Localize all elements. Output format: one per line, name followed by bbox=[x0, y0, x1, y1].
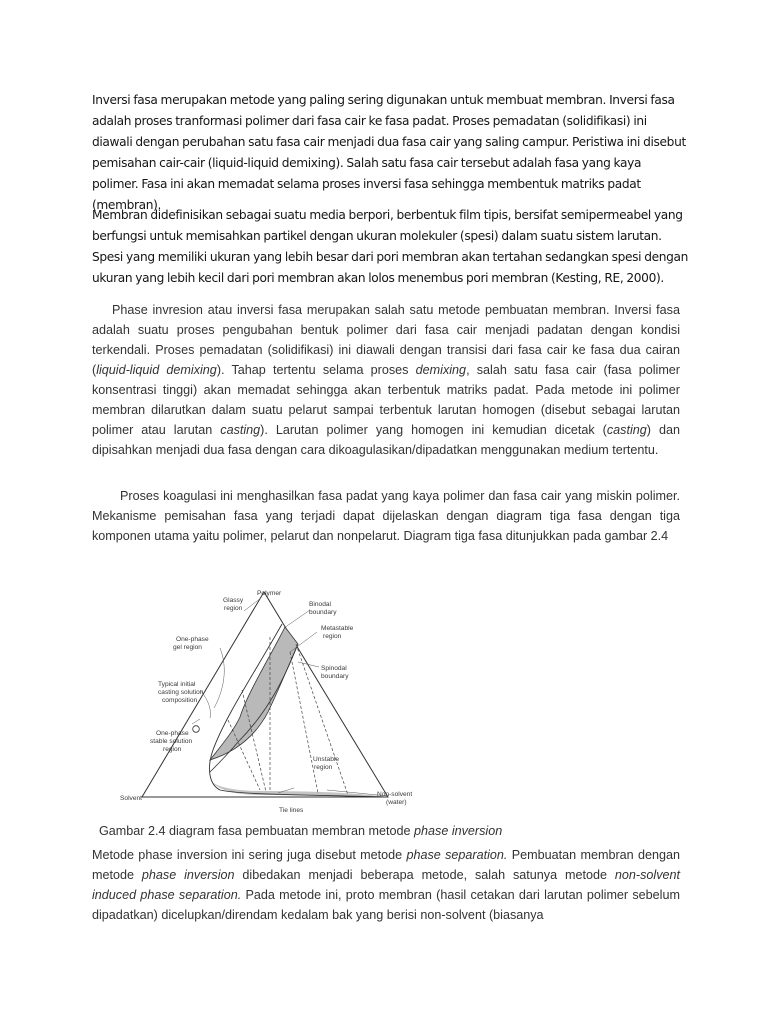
label-glassy-region: region bbox=[224, 605, 243, 612]
label-polymer: Polymer bbox=[257, 590, 282, 597]
paragraph-inversi-fasa: Inversi fasa merupakan metode yang paling sering digunakan untuk membuat membran. Inversi fasa adalah proses tranformasi polimer dari fasa cair ke fasa padat. Proses pemadatan (solidifikasi) ini diawali dengan perubahan satu fasa cair menjadi dua fasa cair yang saling campur. Peristiwa ini disebut pemisahan cair-cair (liquid-liquid demixing). Salah satu fasa cair tersebut adalah fasa yang kaya polimer. Fasa ini akan memadat selama proses inversi fasa sehingga membentuk matriks padat (membran). bbox=[92, 93, 686, 212]
text-run: ). Tahap tertentu selama proses bbox=[216, 363, 416, 377]
label-onephase-gel: One-phase bbox=[176, 636, 209, 643]
text-run: Metode phase inversion ini sering juga disebut metode bbox=[92, 848, 407, 862]
label-glassy: Glassy bbox=[223, 597, 244, 604]
leader-lines bbox=[192, 598, 388, 796]
ternary-phase-diagram bbox=[120, 582, 420, 817]
caption-text: Gambar 2.4 diagram fasa pembuatan membran metode bbox=[99, 824, 415, 838]
label-unstable: Unstable bbox=[313, 756, 340, 763]
tie-line bbox=[290, 652, 318, 793]
label-non-solvent: Non-solvent bbox=[377, 791, 413, 798]
label-casting-solution: casting solution bbox=[158, 689, 204, 696]
label-stable-region: region bbox=[163, 746, 182, 753]
label-spinodal: Spinodal bbox=[321, 665, 347, 672]
paragraph-phase-separation bbox=[92, 845, 680, 925]
label-typical-initial: Typical initial bbox=[158, 681, 196, 688]
paragraph-membran-definisi: Membran didefinisikan sebagai suatu media berpori, berbentuk film tipis, bersifat semipermeabel yang berfungsi untuk memisahkan partikel dengan ukuran molekuler (spesi) dalam suatu sistem larutan. Spesi yang memiliki ukuran yang lebih besar dari pori membran akan tertahan sedangkan spesi dengan ukuran yang lebih kecil dari pori membran akan lolos menembus pori membran (Kesting, RE, 2000). bbox=[92, 208, 688, 285]
italic-term: liquid-liquid demixing bbox=[96, 363, 217, 377]
label-water: (water) bbox=[386, 799, 407, 806]
leader-line bbox=[192, 719, 200, 724]
text-run: ). Larutan polimer yang homogen ini kemudian dicetak ( bbox=[260, 423, 607, 437]
italic-term: phase inversion bbox=[141, 868, 235, 882]
label-onephase-stable: One-phase bbox=[156, 730, 189, 737]
leader-line bbox=[284, 610, 310, 628]
italic-term: phase separation. bbox=[406, 848, 508, 862]
initial-composition-marker bbox=[193, 726, 200, 733]
label-metastable-region: region bbox=[323, 633, 342, 640]
caption-italic: phase inversion bbox=[414, 824, 503, 838]
leader-line bbox=[244, 598, 261, 611]
leader-line bbox=[214, 648, 224, 708]
label-solvent: Solvent bbox=[120, 795, 142, 802]
paragraph-phase-inversion bbox=[92, 300, 680, 460]
label-binodal-boundary: boundary bbox=[309, 609, 337, 616]
italic-term: demixing bbox=[415, 363, 467, 377]
text-run: Pada metode ini, proto membran (hasil cetakan dari larutan polimer sebelum dipadatkan) dicelupkan/direndam kedalam bak yang berisi non-solvent (biasanya bbox=[92, 888, 680, 922]
text-run: ) dan dipisahkan menjadi dua fasa dengan cara dikoagulasikan/dipadatkan menggunakan medium tertentu. bbox=[92, 423, 680, 457]
text-run: Phase invresion atau inversi fasa merupakan salah satu metode pembuatan membran. Inversi fasa adalah suatu proses pengubahan bentuk polimer dari fasa cair menjadi padatan dengan kondisi terkendali. Proses pemadatan (solidifikasi) ini diawali dengan transisi dari fasa cair ke fasa dua cairan ( bbox=[92, 303, 680, 377]
label-spinodal-boundary: boundary bbox=[321, 673, 349, 680]
text-run: dibedakan menjadi beberapa metode, salah satunya metode bbox=[234, 868, 615, 882]
label-tie-lines: Tie lines bbox=[279, 807, 304, 814]
italic-term: non-solvent induced phase separation. bbox=[92, 868, 680, 902]
text-run: , salah satu fasa cair (fasa polimer konsentrasi tinggi) akan memadat sehingga akan terbentuk matriks padat. Pada metode ini polimer membran dilarutkan dalam suatu pelarut sampai terbentuk larutan homogen (disebut sebagai larutan polimer atau larutan bbox=[92, 363, 681, 437]
label-unstable-region: region bbox=[314, 764, 333, 771]
paragraph-koagulasi: Proses koagulasi ini menghasilkan fasa padat yang kaya polimer dan fasa cair yang miskin polimer. Mekanisme pemisahan fasa yang terjadi dapat dijelaskan dengan diagram tiga fasa dengan tiga komponen utama yaitu polimer, pelarut dan nonpelarut. Diagram tiga fasa ditunjukkan pada gambar 2.4 bbox=[92, 489, 680, 543]
italic-term: casting bbox=[220, 423, 261, 437]
label-stable-solution: stable solution bbox=[150, 738, 193, 745]
label-gel-region: gel region bbox=[173, 644, 202, 651]
label-composition: composition bbox=[162, 697, 198, 704]
figure-caption bbox=[99, 824, 502, 838]
label-binodal: Binodal bbox=[309, 601, 331, 608]
text-run: Pembuatan membran dengan metode bbox=[92, 848, 680, 882]
label-metastable: Metastable bbox=[321, 625, 354, 632]
italic-term: casting bbox=[606, 423, 647, 437]
